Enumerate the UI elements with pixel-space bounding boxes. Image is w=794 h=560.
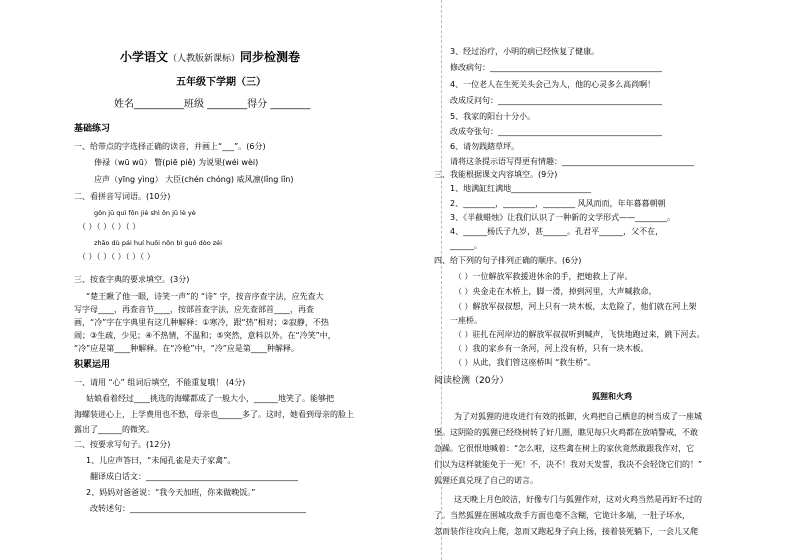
title-end: 同步检测卷 bbox=[240, 50, 301, 64]
right-line-8: 请将这条提示语写得更有情趣：_________________________________ bbox=[450, 157, 694, 166]
question-3-line-2: 写字母____，再查音节____，按部首查字法，应先查部首____，再查 bbox=[74, 305, 314, 314]
passage-line-7: 了。当然狐狸在围城攻敌手方面也毫不含糊，它诡计多端，一肚子坏水， bbox=[434, 511, 690, 520]
question-4-line-2: 海螺装进心上，上学费用也不愁，母亲也______多了。这时，她看到母亲的脸上 bbox=[74, 410, 354, 419]
question-3-line-1: “楚王瞅了他一眼，诗笑一声”的 “诗” 字，按音序查字法，应先查大 bbox=[86, 292, 324, 301]
reading-section-title: 阅读检测（20分） bbox=[434, 376, 509, 386]
student-info-line: 姓名__________班级 ________得分 ________ bbox=[114, 99, 311, 110]
question-1-row-2: 应声（yīng yìng） 大臣(chén chóng) 威风凛(lǐng lǐn) bbox=[94, 175, 294, 184]
right-question-3: 三、我能根据课文内容填空。(9分) bbox=[434, 170, 558, 179]
passage-line-5: 狐狸还真兑现了自己的诺言。 bbox=[434, 476, 538, 485]
passage-line-1: 为了对狐狸的进攻进行有效的抵御，火鸡把自己栖息的树当成了一座城 bbox=[454, 412, 702, 421]
right-line-10: 1、地满缸红满地____________________ bbox=[450, 184, 592, 193]
right-line-6: 改成夸张句：_________________________________________ bbox=[450, 127, 662, 136]
right-line-4: 改成反问句：_________________________________________ bbox=[450, 96, 662, 105]
page-title bbox=[120, 52, 300, 64]
question-2-pinyin-2: zhāo dù pái huí huōi nōn bì guó dòo zéi bbox=[94, 239, 222, 247]
right-line-1: 3、经过治疗，小明的病已经恢复了健康。 bbox=[450, 47, 600, 56]
question-3-line-3: 画，“冷”字在字典里有这几种解释：①寒冷，跟“热”相对；②寂静，不热 bbox=[74, 318, 329, 327]
page-subtitle: 五年级下学期（三） bbox=[176, 77, 266, 88]
passage-line-3: 急躁。它很恨地喊着：“怎么啦，这些禽在树上的家伙竟然敢跟我作对，它 bbox=[434, 444, 695, 453]
title-edition: （人教版新课标） bbox=[168, 54, 241, 64]
question-5-line-1: 1、儿应声答曰，“未闻孔雀是夫子家禽”。 bbox=[86, 456, 236, 465]
right-line-16: （ ）一位解放军救援进休余的手，把她救上了岸。 bbox=[454, 272, 633, 281]
question-2: 二、看拼音写词语。(10分) bbox=[74, 192, 171, 201]
right-line-11: 2、________，________，________ 风风而而，年年暮暮朝朝 bbox=[450, 199, 666, 208]
question-4-line-1: 姑娘看着经过____挑选的海螺都成了一般大小，______地笑了。能够把 bbox=[86, 394, 334, 403]
passage-line-2: 堡。这阴险的狐狸已经绕树转了好几圈，瞧见每只火鸡都在放哨警戒，不敢 bbox=[434, 428, 698, 437]
right-line-13: 4、______杨氏子九岁，甚______。孔君平______，父不在， bbox=[450, 227, 664, 236]
question-2-boxes-1: （ ）（ ）（ ）（ ） bbox=[78, 222, 141, 231]
section-basic: 基础练习 bbox=[74, 124, 111, 134]
right-line-20: （ ）驻扎在河岸边的解放军叔叔听到喊声，飞快地跑过来，跳下河去。 bbox=[454, 330, 705, 339]
right-line-19: 一座桥。 bbox=[450, 316, 482, 325]
question-3-line-4: 闹；③生疏，少见；④不热情，不温和；⑤突然，意料以外。在“冷笑”中， bbox=[74, 331, 336, 340]
passage-line-6: 这天晚上月色皎洁，好像专门与狐狸作对，这对火鸡当然是再好不过的 bbox=[454, 495, 702, 504]
right-line-2: 修改病句：___________________________________________ bbox=[450, 63, 662, 72]
title-main: 小学语文 bbox=[120, 50, 169, 64]
right-line-7: 6、请勿践踏草坪。 bbox=[450, 142, 520, 151]
question-2-boxes-2: （ ）（ ）（ ）（ ）（ ） bbox=[78, 252, 155, 261]
question-2-pinyin-1: gōn jū quì fōn jiè shì ōn jū lè yè bbox=[94, 209, 196, 217]
passage-line-8: 忽而装作往攻向上爬，忽而又跑起身子向上扬，接着装死躺下，一会儿又爬 bbox=[434, 527, 698, 536]
right-line-22: （ ）从此，我们管这座桥叫 “救生桥”。 bbox=[454, 358, 596, 367]
question-4: 一、请用 “心” 组词后填空，不能重复哦！ (4分) bbox=[74, 378, 246, 387]
right-line-12: 3、《半截蜡烛》让我们认识了一种新的文学形式——________。 bbox=[450, 213, 676, 222]
question-5-line-3: 2、妈妈对爸爸说：“我今天加班，你来做晚饭。” bbox=[86, 488, 256, 497]
question-5: 二、按要求写句子。(12分) bbox=[74, 440, 171, 449]
question-3: 三、按查字典的要求填空。(3分) bbox=[74, 275, 190, 284]
right-line-17: （ ）央金走在木桥上，脚一滑，掉到河里，大声喊救命。 bbox=[454, 287, 657, 296]
question-5-line-2: 翻译成白话文：______________________________________ bbox=[90, 472, 298, 481]
reading-passage-title: 狐狸和火鸡 bbox=[592, 392, 632, 401]
section-accumulation: 积累运用 bbox=[74, 360, 111, 370]
question-1: 一、给带点的字选择正确的读音，并画上“___”。(6分) bbox=[74, 142, 266, 151]
right-question-4: 四、给下列的句子排列正确的顺序。(6分) bbox=[434, 256, 582, 265]
question-4-line-3: 露出了______的微笑。 bbox=[74, 425, 154, 434]
question-5-line-4: 改转述句：____________________________________________ bbox=[90, 504, 306, 513]
right-line-21: （ ）我的家乡有一条河，河上没有桥，只有一块木板。 bbox=[454, 344, 649, 353]
right-line-5: 5、我家的阳台十分小。 bbox=[450, 112, 536, 121]
right-line-14: ______。 bbox=[450, 241, 482, 250]
right-line-18: （ ）解放军叔叔想，河上只有一块木板，太危险了，他们就在河上架 bbox=[454, 302, 697, 311]
passage-line-4: 们以为这样就能免于一死！不，决不！我对天发誓，我决不会轻饶它们的！” bbox=[434, 460, 703, 469]
right-line-3: 4、一位老人在生死关头会己为人，他的心灵多么高尚啊！ bbox=[450, 80, 656, 89]
question-3-line-5: “冷”应是第____种解释。在“冷枪”中，“冷”应是第____种解释。 bbox=[74, 344, 299, 353]
question-1-row-1: 俸禄（wū wū） 瞥(piē piě) 为说果(wéi wèi) bbox=[94, 158, 259, 167]
